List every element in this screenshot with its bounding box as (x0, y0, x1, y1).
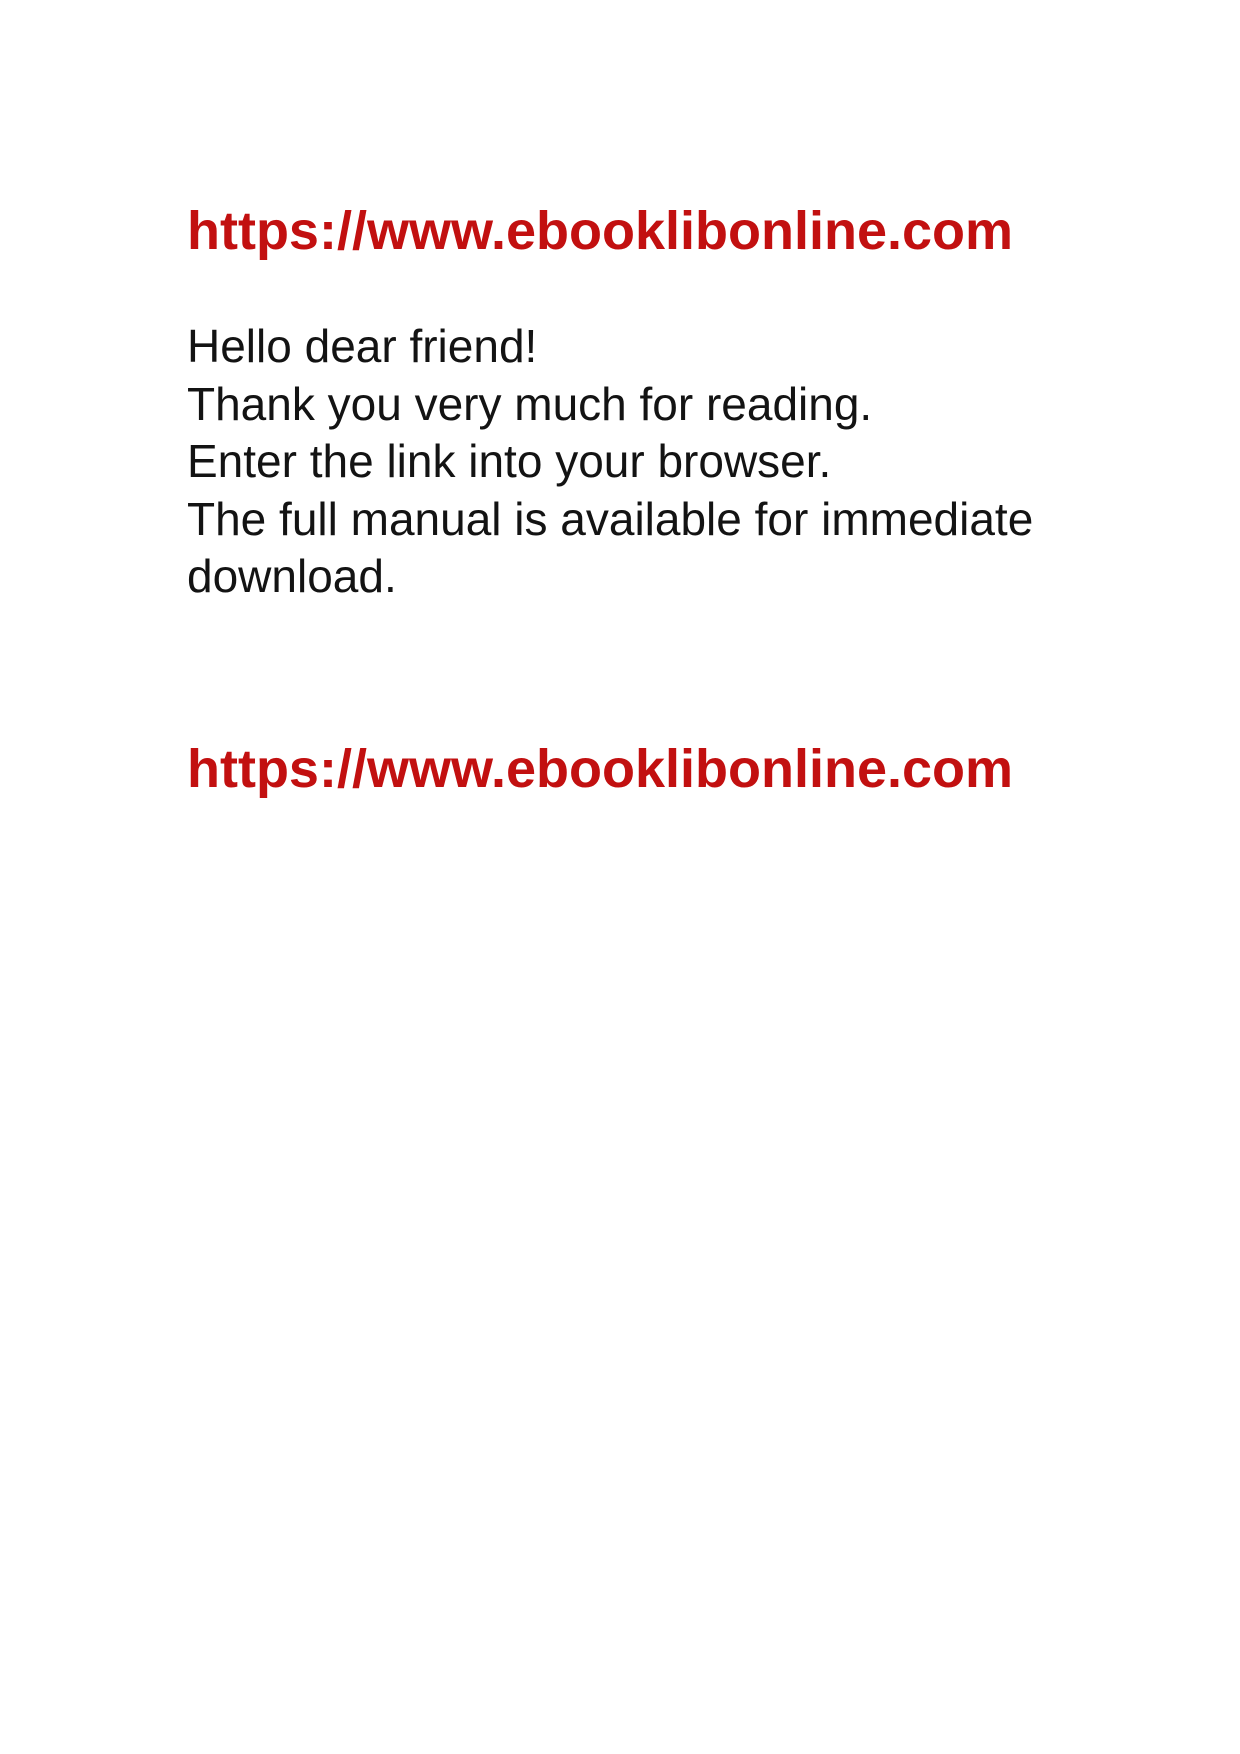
top-url-link[interactable]: https://www.ebooklibonline.com (187, 201, 1014, 261)
message-line: The full manual is available for immediate (187, 492, 1034, 545)
message-line: Hello dear friend! (187, 320, 538, 372)
message-line: download. (187, 550, 397, 603)
bottom-url-link[interactable]: https://www.ebooklibonline.com (187, 739, 1014, 799)
message-paragraph (187, 318, 1033, 606)
message-line: Thank you very much for reading. (187, 377, 873, 430)
message-line: Enter the link into your browser. (187, 435, 832, 488)
